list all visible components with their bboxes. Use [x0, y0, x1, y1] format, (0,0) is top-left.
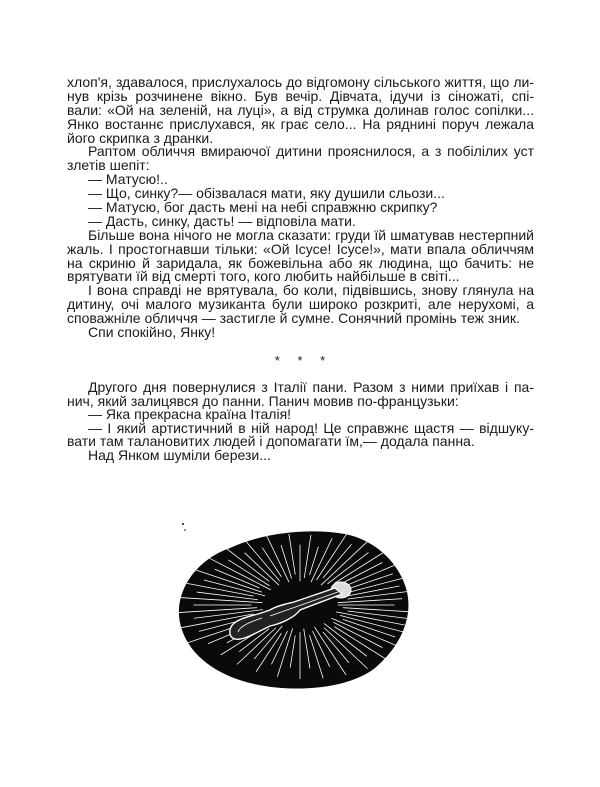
- text-line: І вона справді не врятувала, бо коли, підвівшись, знову глянула на: [88, 282, 534, 299]
- violin-illustration: [170, 510, 430, 700]
- text-line: жаль. І простогнавши тільки: «Ой Ісусе! Ісусе!», мати впала обличчям: [67, 240, 534, 257]
- text-line: хлоп'я, здавалося, прислухалось до відгомону сільського життя, що ли-: [67, 74, 534, 90]
- text-line: — Яка прекрасна країна Італія!: [88, 406, 292, 422]
- text-line: Другого дня повернулися з Італії пани. Разом з ними приїхав і па-: [88, 379, 534, 395]
- text-line: Янко востаннє прислухався, як грає село... На ряднині поруч лежала: [67, 115, 534, 132]
- text-line: злетів шепіт:: [67, 157, 150, 174]
- text-line: Над Янком шуміли берези...: [88, 446, 271, 463]
- text-line: — Матусю!..: [88, 171, 168, 188]
- text-line: Спи спокійно, Янку!: [88, 324, 216, 341]
- text-line: Більше вона нічого не могла сказати: груди їй шматував нестерпний: [88, 226, 534, 243]
- text-line: Раптом обличчя вмираючої дитини прояснилося, а з побілілих уст: [88, 143, 534, 160]
- section-separator: * * *: [274, 353, 326, 368]
- text-line: — Дасть, синку, дасть! — відповіла мати.: [88, 212, 356, 229]
- text-line: — Матусю, бог дасть мені на небі справжню скрипку?: [88, 199, 438, 216]
- text-line: врятувати їй від смерті того, кого любить найбільше в світі...: [67, 268, 460, 285]
- text-line: нич, який залицявся до панни. Панич мовив по-французьки:: [67, 392, 459, 409]
- text-line: — Що, синку?— обізвалася мати, яку душили сльози...: [88, 185, 445, 202]
- text-line: дитину, очі малого музиканта були широко розкриті, але нерухомі, а: [67, 296, 534, 313]
- text-line: споважніле обличчя — застигле й сумне. Сонячний промінь теж зник.: [67, 310, 520, 327]
- text-line: вали: «Ой на зеленій, на луці», а від струмка долинав голос сопілки...: [67, 101, 534, 118]
- story-text-part-2: [67, 381, 534, 462]
- text-line: — І який артистичний в ній народ! Це справжнє щастя — відшуку-: [88, 419, 534, 436]
- text-line: його скрипка з дранки.: [67, 129, 214, 146]
- text-line: нув крізь розчинене вікно. Був вечір. Дівчата, ідучи із сіножаті, спі-: [67, 87, 534, 104]
- story-text-part-1: [67, 76, 534, 340]
- text-line: на скриню й заридала, як божевільна або як людина, що бачить: не: [67, 254, 534, 271]
- text-line: вати там талановитих людей і допомагати їм,— додала панна.: [67, 433, 475, 449]
